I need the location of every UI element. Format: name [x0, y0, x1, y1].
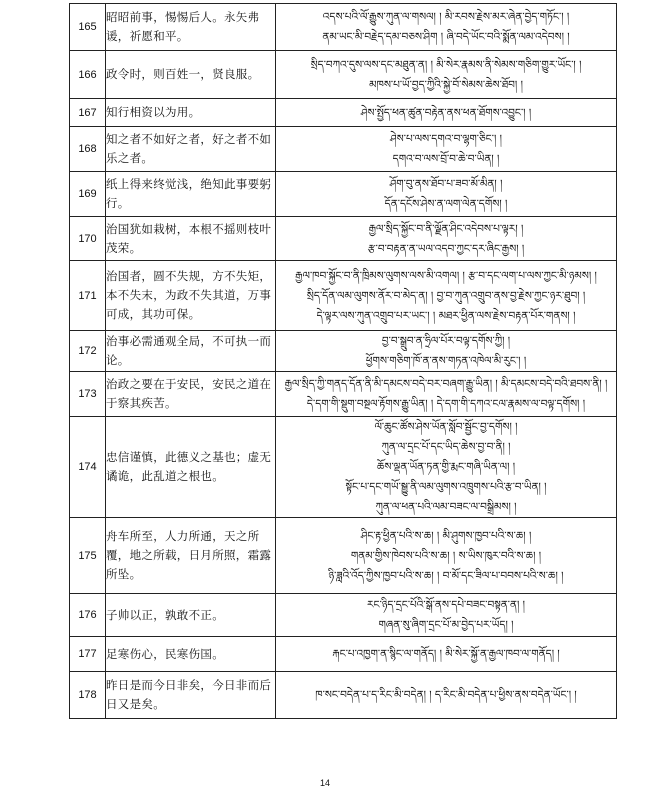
table-row: [70, 331, 617, 372]
tibetan-line: སྲིད་བཀའ་དུས་ལས་དང་མཐུན་ན། ། མི་སེར་རྣམས་ནི་སེམས་གཅིག་གྱུར་ཡོང་། །: [310, 58, 582, 71]
tibetan-line: སྲིད་དོན་ལམ་ལུགས་ནོར་བ་མེད་ན། ། བྱ་བ་ཀུན་འགྲུབ་ནས་བྱ་རྗེས་ཀྱང་ཉར་ཐུབ། །: [306, 289, 586, 302]
tibetan-line: ཀུན་ལ་ཕན་པའི་ལམ་བཟང་ལ་བསྒྲིམས། །: [375, 501, 517, 513]
table-row: [70, 637, 617, 672]
table-row: [70, 417, 617, 518]
proverb-table: [69, 3, 617, 719]
tibetan-text: [276, 99, 617, 127]
table-row: [70, 4, 617, 51]
tibetan-line: སྟོང་པ་དང་གཡོ་སྒྱུ་ནི་ལམ་ལུགས་འཁྲུགས་པའི་རྩ་བ་ཡིན། །: [345, 481, 547, 493]
table-row: [70, 51, 617, 99]
tibetan-line: རྒྱལ་སྲིད་ཀྱི་གནད་དོན་ནི་མི་དམངས་བདེ་བར་བཞག་རྒྱུ་ཡིན། ། མི་དམངས་བདེ་བའི་ཐབས་ནི། །: [284, 378, 608, 390]
chinese-text: 足寒伤心，民寒伤国。: [106, 637, 276, 672]
row-number: 176: [70, 594, 106, 637]
table-row: [70, 127, 617, 172]
tibetan-line: ཀུན་ལ་དྲང་པོ་དང་ཡིད་ཆེས་བྱ་བ་ནི། །: [381, 441, 511, 453]
chinese-text: 知行相资以为用。: [106, 99, 276, 127]
tibetan-text: [276, 4, 617, 51]
tibetan-line: ཤོག་བུ་ནས་ཐོབ་པ་ཟབ་མོ་མིན། །: [389, 178, 503, 190]
tibetan-line: མཁས་པ་ཡོ་བྱད་ཀྱིའི་སྐྱེ་བོ་སེམས་ཆེས་ཐོབ། །: [369, 78, 523, 91]
row-number: 170: [70, 217, 106, 261]
tibetan-text: [276, 172, 617, 217]
row-number: 166: [70, 51, 106, 99]
tibetan-text: [276, 261, 617, 331]
tibetan-line: ཉི་ཟླའི་འོད་ཀྱིས་ཁྱབ་པའི་ས་ཆ། ། བ་མོ་དང་ཟིལ་པ་བབས་པའི་ས་ཆ། །: [328, 569, 564, 582]
tibetan-line: རྩ་བ་བརྟན་ན་ཡལ་འདབ་ཀྱང་དར་ཞིང་རྒྱས། །: [367, 242, 525, 255]
tibetan-line: རྒྱལ་སྲིད་སྐྱོང་བ་ནི་ལྗོན་ཤིང་འདེབས་པ་ལྟར། །: [368, 222, 524, 235]
tibetan-text: [276, 518, 617, 594]
tibetan-line: ཤེས་པ་ལས་དགའ་བ་ལྷག་ཅིང་། །: [390, 133, 502, 145]
page-number: 14: [319, 778, 330, 788]
table-row: [70, 672, 617, 719]
row-number: 167: [70, 99, 106, 127]
tibetan-text: [276, 127, 617, 172]
table-row: [70, 261, 617, 331]
row-number: 178: [70, 672, 106, 719]
tibetan-line: དེ་དག་གི་སྡུག་བསྔལ་རྟོགས་རྒྱུ་ཡིན། ། དེ་དག་གི་དཀའ་ངལ་རྣམས་ལ་བལྟ་དགོས། །: [306, 398, 586, 410]
row-number: 175: [70, 518, 106, 594]
table-row: [70, 518, 617, 594]
tibetan-line: གནམ་གྱིས་ཁེབས་པའི་ས་ཆ། ། ས་ཡིས་ཁུར་བའི་ས་ཆ། །: [350, 549, 542, 562]
tibetan-line: ནམ་ཡང་མི་བརྗེད་དམ་བཅས་ཤིག ། ཞི་བདེ་ཡོང་བའི་སྨོན་ལམ་འདེབས། །: [322, 31, 570, 43]
tibetan-line: དོན་དངོས་ཤེས་ན་ལག་ལེན་དགོས། །: [384, 198, 508, 210]
row-number: 165: [70, 4, 106, 51]
tibetan-line: འདས་པའི་ལོ་རྒྱུས་ཀུན་ལ་གསལ། ། མི་རབས་རྗེས་མར་ཞེན་བྱེད་གཏོང་། །: [322, 11, 570, 23]
chinese-text: 忠信谨慎，此德义之基也；虚无谲诡，此乱道之根也。: [106, 417, 276, 518]
tibetan-text: [276, 637, 617, 672]
tibetan-text: [276, 331, 617, 372]
table-row: [70, 172, 617, 217]
tibetan-line: ཆོས་ལྡན་ཡོན་ཏན་གྱི་རྨང་གཞི་ཡིན་ལ། །: [376, 461, 516, 473]
tibetan-text: [276, 372, 617, 417]
tibetan-line: རྐང་པ་འཁྱག་ན་སྙིང་ལ་གནོད། ། མི་སེར་སྐྱོ་ན་རྒྱལ་ཁབ་ལ་གནོད། །: [332, 648, 560, 660]
row-number: 169: [70, 172, 106, 217]
row-number: 177: [70, 637, 106, 672]
tibetan-text: [276, 417, 617, 518]
chinese-text: 政令时，则百姓一，贤良服。: [106, 51, 276, 99]
tibetan-text: [276, 672, 617, 719]
tibetan-text: [276, 217, 617, 261]
row-number: 173: [70, 372, 106, 417]
chinese-text: 舟车所至，人力所通，天之所覆，地之所载，日月所照，霜露所坠。: [106, 518, 276, 594]
tibetan-line: ཤེས་སྤྱོད་ཕན་ཚུན་བརྟེན་ནས་ཕན་ཐོགས་འབྱུང་། །: [360, 106, 532, 119]
chinese-text: 治国者，圆不失规，方不失矩，本不失末，为政不失其道，万事可成，其功可保。: [106, 261, 276, 331]
table-row: [70, 99, 617, 127]
tibetan-text: [276, 594, 617, 637]
table-row: [70, 372, 617, 417]
tibetan-line: བྱ་བ་སྒྲུབ་ན་ཧྲིལ་པོར་བལྟ་དགོས་ཀྱི། །: [381, 335, 511, 347]
tibetan-text: [276, 51, 617, 99]
tibetan-line: ཁ་སང་བདེན་པ་ད་རིང་མི་བདེན། ། ད་རིང་མི་བདེན་པ་ཕྱིས་ནས་བདེན་ཡོང་། །: [315, 689, 577, 701]
chinese-text: 子帅以正，孰敢不正。: [106, 594, 276, 637]
tibetan-line: ལོ་ཆུང་ཚོས་ཤེས་ཡོན་སློབ་སྦྱོང་བྱ་དགོས། །: [374, 421, 518, 433]
tibetan-line: ཕྱོགས་གཅིག་ཁོ་ན་ནས་གཏན་འཁེལ་མི་རུང་། །: [365, 355, 527, 367]
tibetan-line: དགའ་བ་ལས་བྲོ་བ་ཆེ་བ་ཡིན། །: [392, 153, 500, 165]
row-number: 171: [70, 261, 106, 331]
chinese-text: 昭昭前事，惕惕后人。永矢弗谖，祈愿和平。: [106, 4, 276, 51]
chinese-text: 治政之要在于安民，安民之道在于察其疾苦。: [106, 372, 276, 417]
tibetan-line: རང་ཉིད་དྲང་པོའི་སྒོ་ནས་དཔེ་བཟང་བསྟན་ན། །: [367, 599, 525, 611]
chinese-text: 知之者不如好之者，好之者不如乐之者。: [106, 127, 276, 172]
tibetan-line: ཤིང་རྟ་ཕྱིན་པའི་ས་ཆ། ། མི་ཤུགས་ཁྱབ་པའི་ས་ཆ། །: [360, 529, 532, 542]
tibetan-line: རྒྱལ་ཁབ་སྐྱོང་བ་ནི་ཁྲིམས་ལུགས་ལས་མི་འགལ། ། རྩ་བ་དང་ལག་པ་ལས་ཀྱང་མི་ཉམས། །: [295, 269, 597, 282]
row-number: 174: [70, 417, 106, 518]
tibetan-line: དེ་ལྟར་ལས་ཀུན་འགྲུབ་པར་ཡང་། ། མཐར་ཕྱིན་ལས་རྗེས་བརྟན་པོར་གནས། །: [316, 309, 576, 322]
chinese-text: 纸上得来终觉浅，绝知此事要躬行。: [106, 172, 276, 217]
row-number: 168: [70, 127, 106, 172]
table-row: [70, 217, 617, 261]
row-number: 172: [70, 331, 106, 372]
chinese-text: 昨日是而今日非矣，今日非而后日又是矣。: [106, 672, 276, 719]
tibetan-line: གཞན་སུ་ཞིག་དྲང་པོ་མ་བྱེད་པར་ཡོད། །: [378, 619, 514, 631]
chinese-text: 治国犹如栽树，本根不摇则枝叶茂荣。: [106, 217, 276, 261]
table-row: [70, 594, 617, 637]
chinese-text: 治事必需通观全局，不可执一而论。: [106, 331, 276, 372]
